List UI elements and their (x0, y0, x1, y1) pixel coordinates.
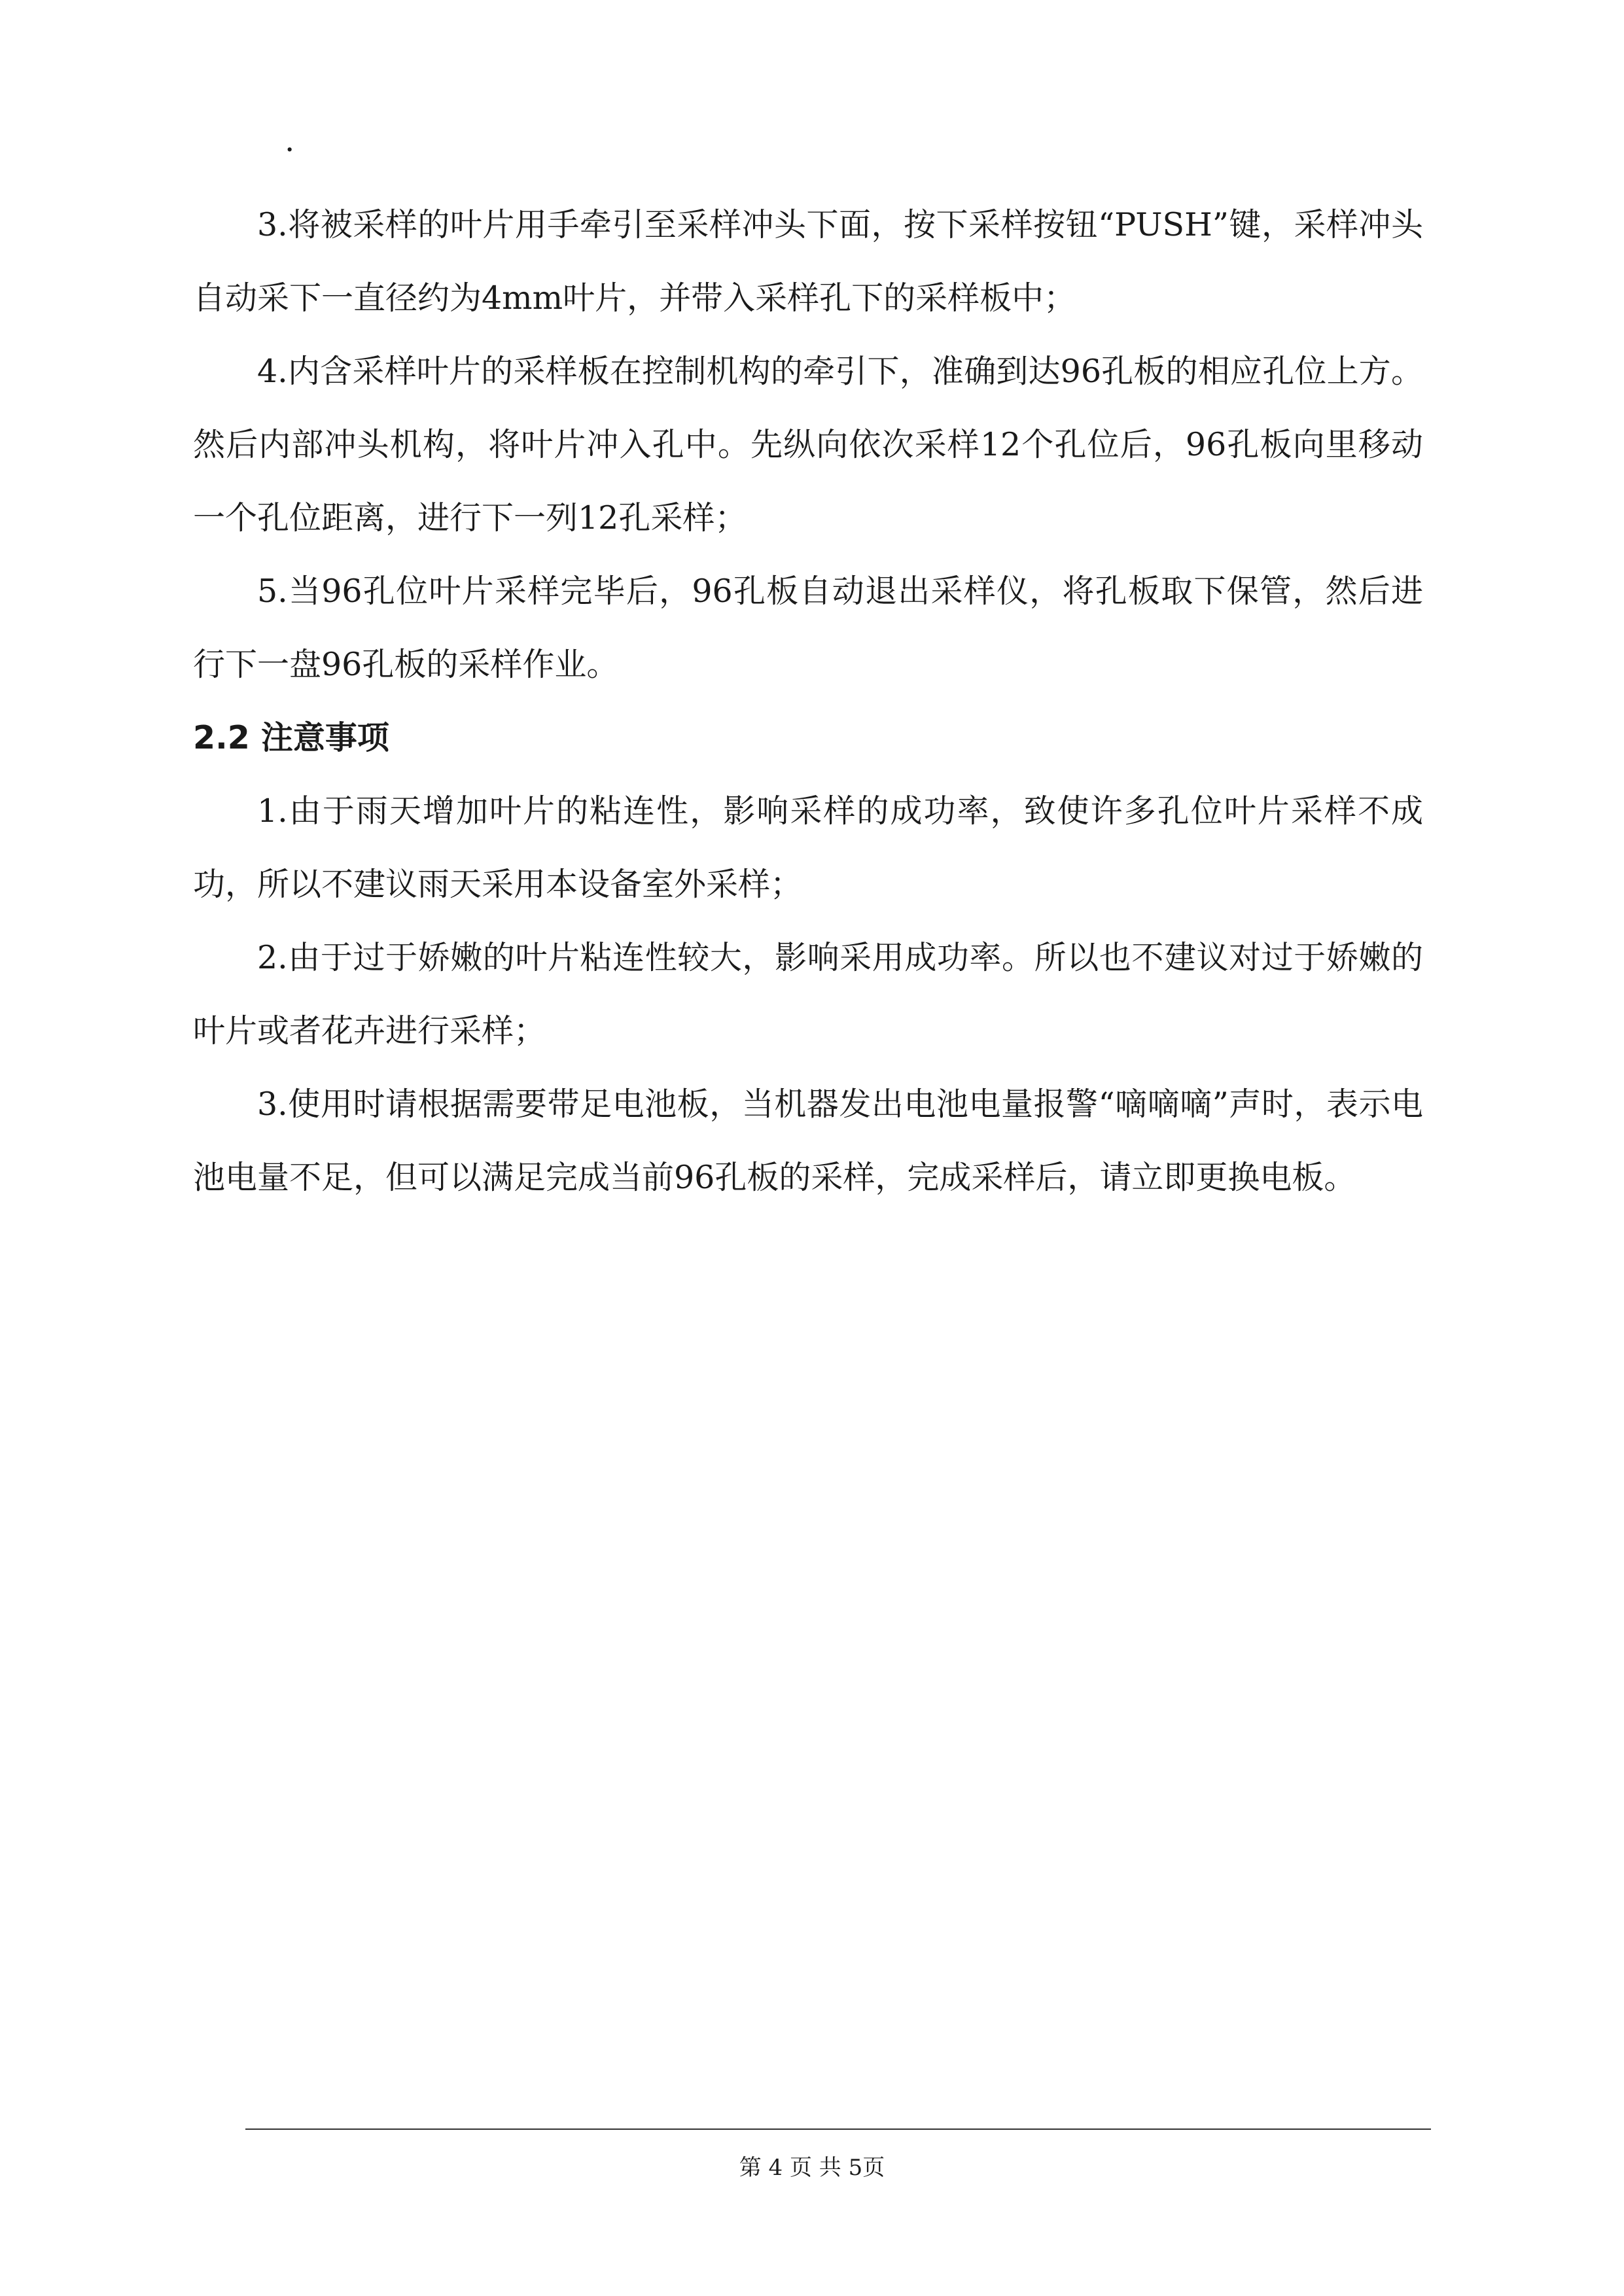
note-item-3: 3.使用时请根据需要带足电池板，当机器发出电池电量报警“嘀嘀嘀”声时，表示电池电量不足，但可以满足完成当前96孔板的采样，完成采样后，请立即更换电板。 (193, 1086, 1423, 1196)
page-number: 第 4 页 共 5页 (739, 2155, 885, 2181)
note-item-2: 2.由于过于娇嫩的叶片粘连性较大，影响采用成功率。所以也不建议对过于娇嫩的叶片或者花卉进行采样； (193, 939, 1423, 1050)
procedure-step-5: 5.当96孔位叶片采样完毕后，96孔板自动退出采样仪，将孔板取下保管，然后进行下一盘96孔板的采样作业。 (193, 573, 1423, 683)
note-item-1: 1.由于雨天增加叶片的粘连性，影响采样的成功率，致使许多孔位叶片采样不成功，所以不建议雨天采用本设备室外采样； (193, 792, 1423, 903)
procedure-step-4: 4.内含采样叶片的采样板在控制机构的牵引下，准确到达96孔板的相应孔位上方。然后内部冲头机构，将叶片冲入孔中。先纵向依次采样12个孔位后，96孔板向里移动一个孔位距离，进行下一列12孔采样； (193, 353, 1423, 537)
document-body (193, 188, 1423, 1214)
footer-divider (245, 2128, 1431, 2130)
procedure-step-3: 3.将被采样的叶片用手牵引至采样冲头下面，按下采样按钮“PUSH”键，采样冲头自动采下一直径约为4mm叶片，并带入采样孔下的采样板中； (193, 206, 1423, 317)
top-dot-mark: . (285, 122, 295, 159)
section-heading-notes: 2.2 注意事项 (193, 719, 389, 756)
